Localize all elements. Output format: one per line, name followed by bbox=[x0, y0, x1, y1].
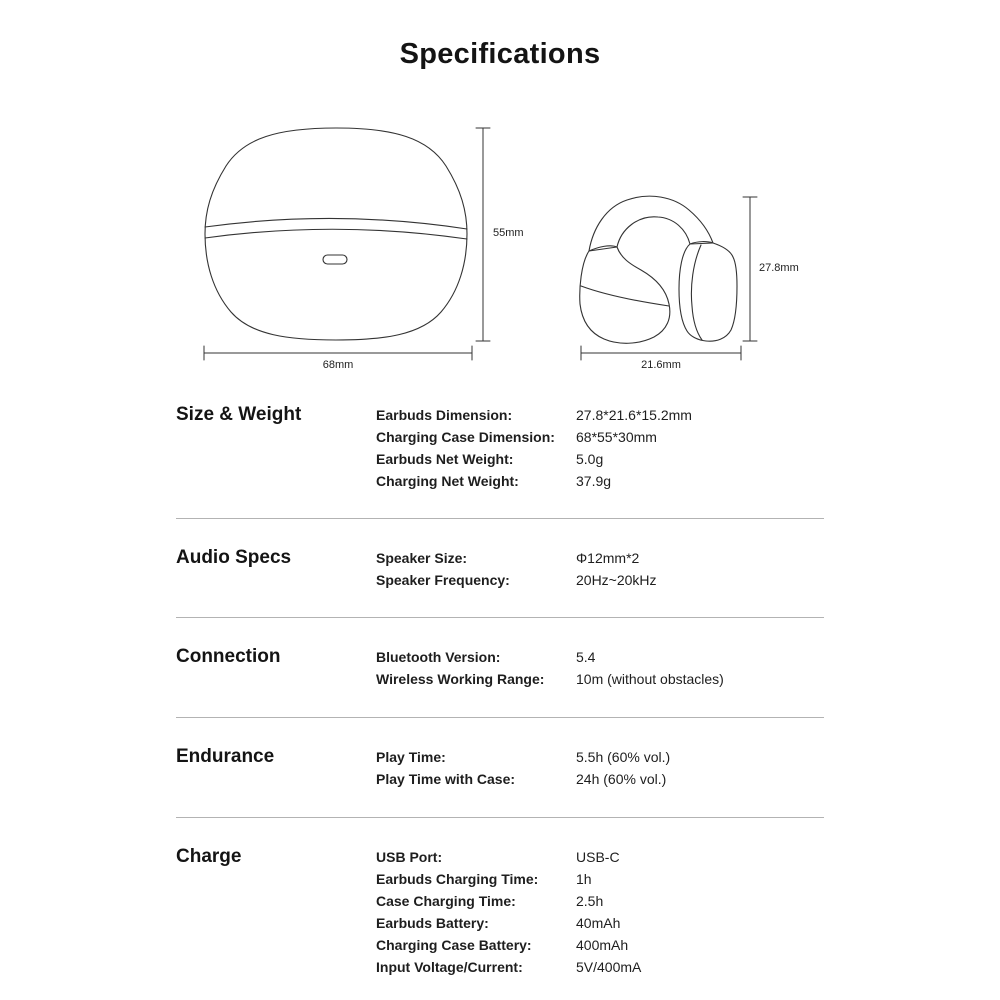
spec-value: Φ12mm*2 bbox=[576, 550, 640, 566]
case-height-dimension-line bbox=[476, 128, 490, 341]
spec-rows bbox=[376, 846, 824, 978]
earbud-drawing bbox=[580, 196, 737, 343]
spec-label: Play Time: bbox=[376, 749, 446, 765]
spec-value: 5.0g bbox=[576, 451, 604, 467]
case-width-label: 68mm bbox=[322, 359, 354, 371]
spec-label: Input Voltage/Current: bbox=[376, 959, 523, 975]
section-title: Size & Weight bbox=[176, 404, 302, 425]
spec-value: 37.9g bbox=[576, 473, 612, 489]
spec-label: Speaker Frequency: bbox=[376, 572, 510, 588]
spec-row bbox=[376, 646, 824, 668]
earbud-speaker-outline bbox=[679, 242, 737, 342]
spec-row bbox=[376, 404, 824, 426]
earbud-height-label: 27.8mm bbox=[759, 262, 799, 274]
section-divider bbox=[176, 518, 824, 519]
spec-value: 2.5h bbox=[576, 893, 604, 909]
spec-value: 10m (without obstacles) bbox=[576, 671, 724, 687]
spec-rows bbox=[376, 404, 824, 492]
spec-label: Charging Case Battery: bbox=[376, 937, 532, 953]
spec-value: 400mAh bbox=[576, 937, 629, 953]
spec-row bbox=[376, 547, 824, 569]
section-title: Connection bbox=[176, 646, 281, 667]
spec-label: USB Port: bbox=[376, 849, 443, 865]
spec-rows bbox=[376, 646, 824, 690]
spec-value: 5.4 bbox=[576, 649, 596, 665]
section-title: Endurance bbox=[176, 746, 275, 767]
earbud-width-dimension-line bbox=[581, 346, 741, 360]
earbud-body-seam bbox=[581, 286, 669, 306]
section-title: Charge bbox=[176, 846, 242, 867]
spec-value: 40mAh bbox=[576, 915, 621, 931]
spec-row bbox=[376, 912, 824, 934]
spec-value: 27.8*21.6*15.2mm bbox=[576, 407, 692, 423]
earbud-height-dimension-line bbox=[743, 197, 757, 341]
spec-label: Speaker Size: bbox=[376, 550, 468, 566]
earbud-speaker-seam bbox=[691, 245, 702, 340]
spec-label: Bluetooth Version: bbox=[376, 649, 501, 665]
case-height-label: 55mm bbox=[493, 227, 524, 239]
spec-value: 20Hz~20kHz bbox=[576, 572, 657, 588]
section-divider bbox=[176, 717, 824, 718]
spec-row bbox=[376, 426, 824, 448]
case-button bbox=[323, 255, 347, 264]
case-lid-seam-top bbox=[205, 218, 467, 229]
spec-row bbox=[376, 868, 824, 890]
spec-row bbox=[376, 890, 824, 912]
spec-label: Charging Case Dimension: bbox=[376, 429, 555, 445]
spec-value: 5.5h (60% vol.) bbox=[576, 749, 671, 765]
section-divider bbox=[176, 617, 824, 618]
spec-label: Case Charging Time: bbox=[376, 893, 516, 909]
section-divider bbox=[176, 817, 824, 818]
spec-row bbox=[376, 768, 824, 790]
spec-row bbox=[376, 569, 824, 591]
case-width-dimension-line bbox=[204, 346, 472, 360]
spec-row bbox=[376, 934, 824, 956]
spec-label: Earbuds Charging Time: bbox=[376, 871, 539, 887]
spec-value: 1h bbox=[576, 871, 592, 887]
spec-label: Earbuds Dimension: bbox=[376, 407, 513, 423]
page-title: Specifications bbox=[399, 38, 601, 70]
product-diagrams bbox=[0, 0, 1000, 390]
spec-row bbox=[376, 448, 824, 470]
spec-value: USB-C bbox=[576, 849, 620, 865]
section-title: Audio Specs bbox=[176, 547, 292, 568]
spec-row bbox=[376, 746, 824, 768]
spec-rows bbox=[376, 746, 824, 790]
spec-label: Play Time with Case: bbox=[376, 771, 516, 787]
spec-value: 5V/400mA bbox=[576, 959, 642, 975]
charging-case-drawing bbox=[205, 128, 467, 340]
spec-row bbox=[376, 956, 824, 978]
earbud-width-label: 21.6mm bbox=[641, 359, 681, 371]
spec-rows bbox=[376, 547, 824, 591]
spec-label: Earbuds Battery: bbox=[376, 915, 489, 931]
spec-row bbox=[376, 470, 824, 492]
spec-row bbox=[376, 846, 824, 868]
spec-row bbox=[376, 668, 824, 690]
spec-value: 24h (60% vol.) bbox=[576, 771, 667, 787]
spec-value: 68*55*30mm bbox=[576, 429, 657, 445]
spec-label: Wireless Working Range: bbox=[376, 671, 545, 687]
spec-label: Charging Net Weight: bbox=[376, 473, 519, 489]
spec-label: Earbuds Net Weight: bbox=[376, 451, 514, 467]
case-lid-seam-bottom bbox=[205, 229, 467, 239]
earbud-body-outline bbox=[580, 246, 670, 343]
